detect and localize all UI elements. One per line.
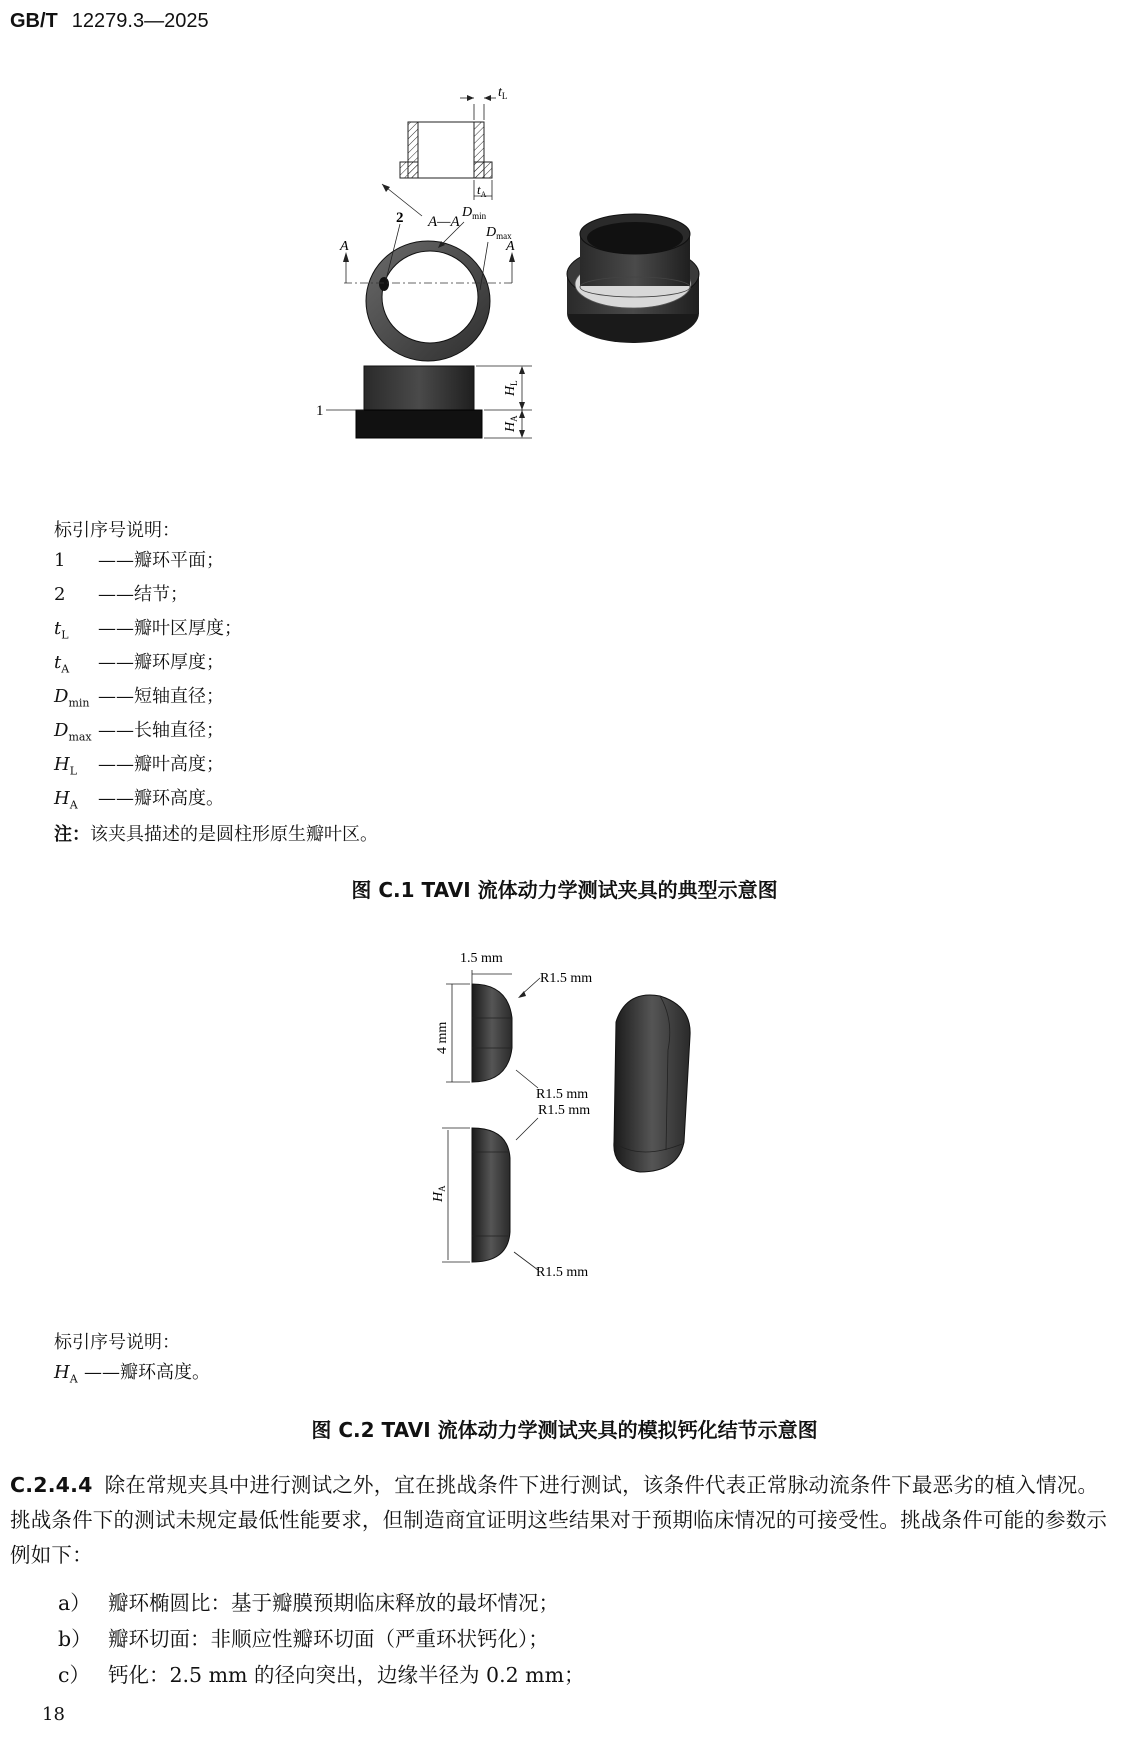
nodule-top-view: [435, 951, 592, 1102]
legend-item: 1 ——瓣环平面；: [54, 550, 224, 571]
legend-item: 2 ——结节；: [54, 584, 188, 605]
callout-2: 2: [396, 210, 404, 226]
tl-label: $t_L$: [498, 85, 508, 101]
figure-c2-drawing: [420, 940, 720, 1300]
figure-c2-legend-title: 标引序号说明：: [54, 1332, 180, 1353]
page-number: 18: [42, 1704, 65, 1725]
hl-label: $H_L$: [503, 380, 519, 396]
section-paragraph: C.2.4.4 除在常规夹具中进行测试之外，宜在挑战条件下进行测试，该条件代表正常脉动流条件下最恶劣的植入情况。挑战条件下的测试未规定最低性能要求，但制造商宜证明这些结果对于预期临床情况的可接受性。挑战条件可能的参数示例如下：: [10, 1473, 1108, 1567]
fixture-3d-view: [567, 214, 699, 343]
a-right-label: A: [506, 239, 515, 254]
ha-label: $H_A$: [503, 415, 519, 432]
width-label: 1.5 mm: [460, 951, 503, 966]
standard-code: GB/T: [10, 10, 58, 32]
r-bot1-label: R1.5 mm: [536, 1087, 589, 1102]
ring-view: [339, 205, 515, 361]
figure-c2-legend-item: $H_A$ ——瓣环高度。: [54, 1362, 210, 1386]
legend-item: $t_L$ ——瓣叶区厚度；: [54, 618, 242, 642]
legend-item: $H_A$ ——瓣环高度。: [54, 788, 224, 812]
callout-1: 1: [316, 403, 324, 419]
a-left-label: A: [340, 239, 349, 254]
ta-label: $t_A$: [477, 182, 487, 199]
section-number: C.2.4.4: [10, 1473, 93, 1497]
nodule-side-view: [431, 1103, 590, 1280]
dmax-label: $D_{max}$: [486, 225, 512, 241]
legend-item: $D_{min}$ ——短轴直径；: [54, 686, 224, 710]
cross-section-view: [382, 85, 507, 230]
figure-c2-caption: 图 C.2 TAVI 流体动力学测试夹具的模拟钙化结节示意图: [311, 1418, 818, 1442]
ha-dim-label: $H_A$: [431, 1185, 447, 1202]
list-item: a） 瓣环椭圆比：基于瓣膜预期临床释放的最坏情况；: [58, 1591, 559, 1615]
r-bot2-label: R1.5 mm: [536, 1265, 589, 1280]
nodule-3d-view: [614, 995, 690, 1172]
figure-c1-caption: 图 C.1 TAVI 流体动力学测试夹具的典型示意图: [351, 878, 778, 902]
list-item: c） 钙化：2.5 mm 的径向突出，边缘半径为 0.2 mm；: [58, 1663, 585, 1687]
section-label: A—A: [428, 214, 460, 230]
legend-item: $H_L$ ——瓣叶高度；: [54, 754, 224, 778]
figure-c1-legend-title: 标引序号说明：: [54, 520, 180, 541]
legend-item: $D_{max}$ ——长轴直径；: [54, 720, 224, 744]
dmin-label: $D_{min}$: [462, 205, 487, 221]
r-top1-label: R1.5 mm: [540, 971, 593, 986]
legend-item: $t_A$ ——瓣环厚度；: [54, 652, 224, 676]
document-header: [10, 10, 209, 33]
standard-number: 12279.3—2025: [71, 10, 209, 32]
figure-c1-drawing: [300, 84, 820, 494]
list-item: b） 瓣环切面：非顺应性瓣环切面（严重环状钙化）；: [58, 1627, 549, 1651]
r-top2-label: R1.5 mm: [538, 1103, 591, 1118]
height-label: 4 mm: [435, 1021, 450, 1054]
figure-c1-note: 注：该夹具描述的是圆柱形原生瓣叶区。: [54, 824, 378, 845]
side-view: [316, 366, 532, 438]
